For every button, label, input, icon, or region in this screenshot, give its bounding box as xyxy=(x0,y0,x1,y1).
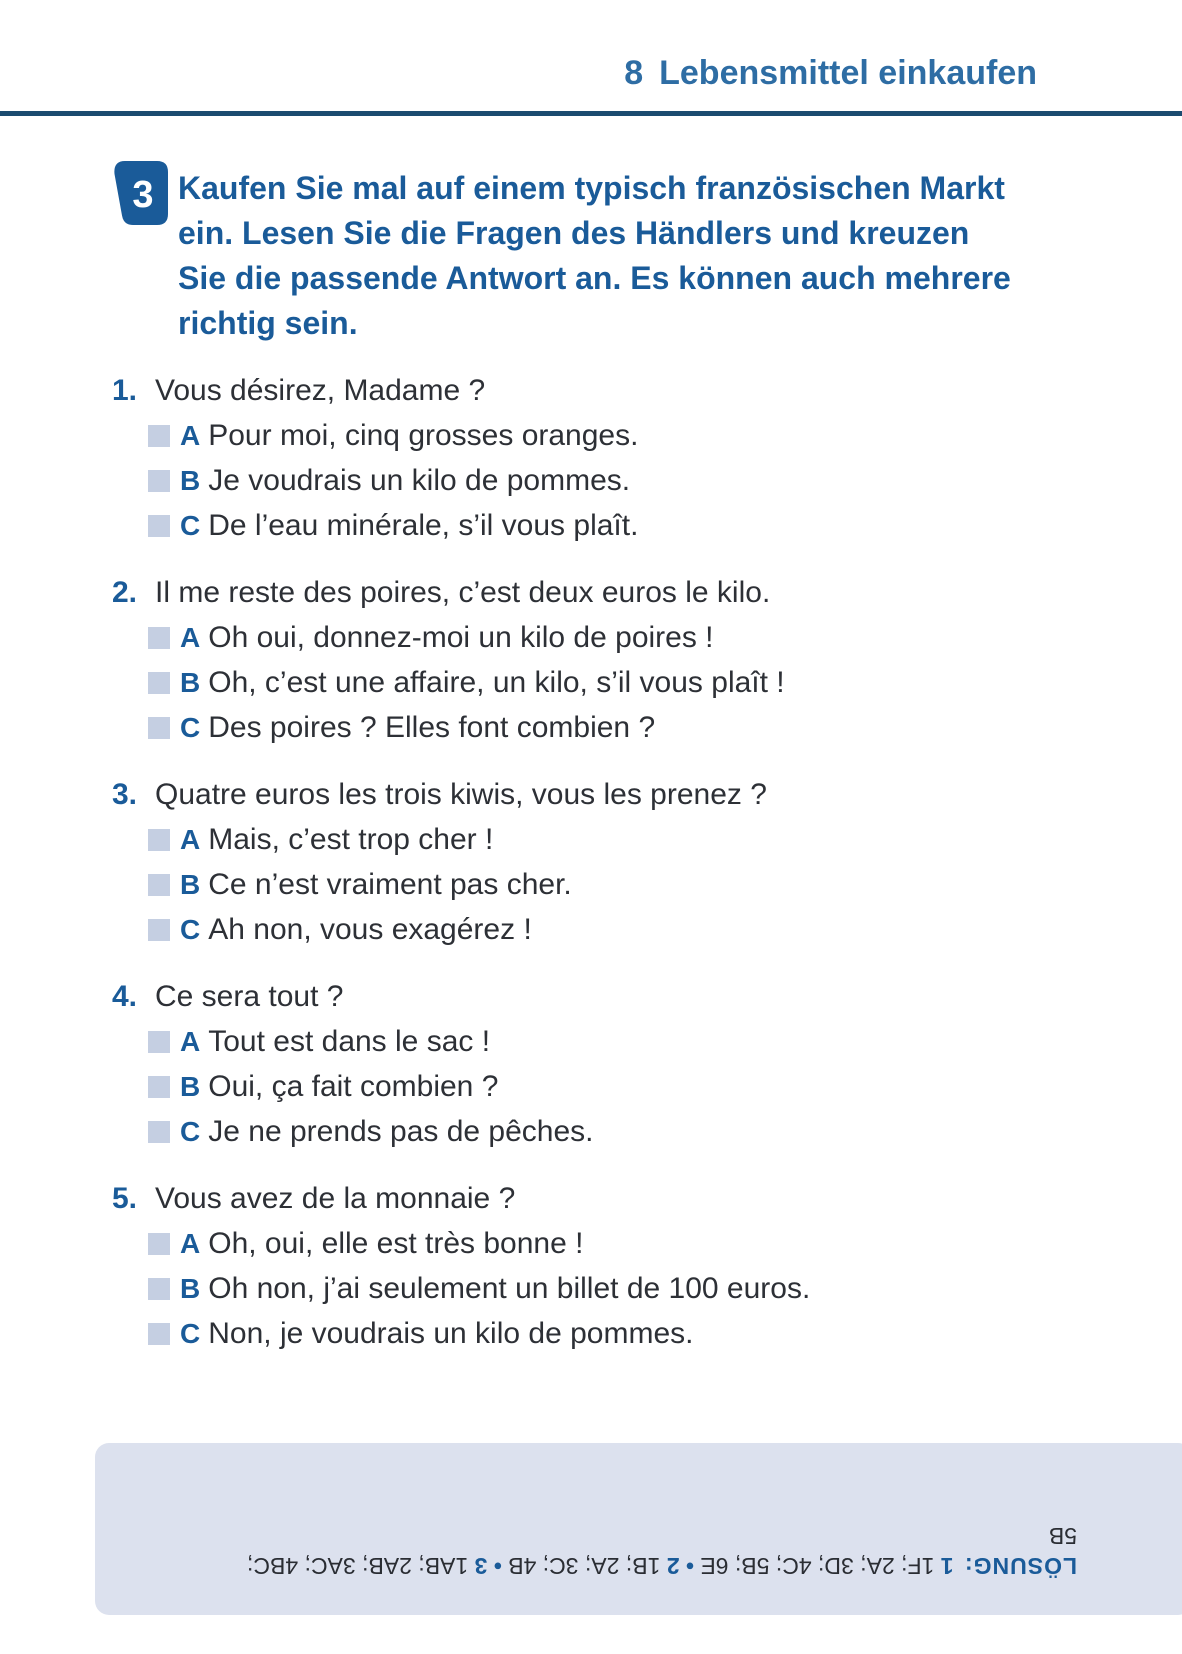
option-letter: B xyxy=(180,667,201,698)
checkbox[interactable] xyxy=(148,672,170,694)
checkbox[interactable] xyxy=(148,425,170,447)
solution-exercise-number: 3 xyxy=(474,1553,488,1579)
option-letter: C xyxy=(180,510,201,541)
solution-answers: 1B; 2A; 3C; 4B xyxy=(508,1553,661,1579)
question xyxy=(112,974,1092,1154)
option-text: Je voudrais un kilo de pommes. xyxy=(208,464,631,497)
solution-exercise-number: 1 xyxy=(940,1553,954,1579)
checkbox[interactable] xyxy=(148,1323,170,1345)
answer-option xyxy=(148,1064,1092,1109)
question-line xyxy=(112,974,1092,1019)
option-text: Oh, oui, elle est très bonne ! xyxy=(208,1227,584,1260)
solution-answers: 1F; 2A; 3D; 4C; 5B; 6E xyxy=(700,1553,935,1579)
question-line xyxy=(112,368,1092,413)
solution-answers: 1AB; 2AB; 3AC; 4BC; xyxy=(247,1553,469,1579)
option-text: Oui, ça fait combien ? xyxy=(208,1070,499,1103)
answer-option xyxy=(148,413,1092,458)
question-number: 2. xyxy=(112,576,138,609)
option-text: Tout est dans le sac ! xyxy=(208,1025,491,1058)
checkbox[interactable] xyxy=(148,1031,170,1053)
solution-label: LÖSUNG: xyxy=(963,1553,1077,1579)
chapter-heading xyxy=(624,54,1037,93)
checkbox[interactable] xyxy=(148,515,170,537)
solution-bullet: • xyxy=(685,1553,695,1579)
answer-option xyxy=(148,1019,1092,1064)
option-letter: C xyxy=(180,712,201,743)
instruction-line: Sie die passende Antwort an. Es können auch mehrere xyxy=(178,260,1011,296)
exercise-badge xyxy=(111,160,169,231)
option-text: De l’eau minérale, s’il vous plaît. xyxy=(208,509,639,542)
answer-option xyxy=(148,503,1092,548)
answer-option xyxy=(148,1109,1092,1154)
question-text: Vous désirez, Madame ? xyxy=(155,374,486,407)
question xyxy=(112,570,1092,750)
answer-option xyxy=(148,705,1092,750)
option-text: Ah non, vous exagérez ! xyxy=(208,913,532,946)
solution-line-overflow: 5B xyxy=(1048,1523,1077,1549)
option-letter: C xyxy=(180,1116,201,1147)
answer-option xyxy=(148,458,1092,503)
question xyxy=(112,1176,1092,1356)
option-text: Oh oui, donnez-moi un kilo de poires ! xyxy=(208,621,714,654)
solution-line xyxy=(115,1551,1077,1581)
question-number: 1. xyxy=(112,374,138,407)
option-letter: C xyxy=(180,1318,201,1349)
checkbox[interactable] xyxy=(148,1076,170,1098)
solution-box xyxy=(95,1443,1182,1615)
question xyxy=(112,772,1092,952)
answer-option xyxy=(148,817,1092,862)
option-letter: A xyxy=(180,824,201,855)
option-letter: B xyxy=(180,869,201,900)
option-letter: A xyxy=(180,1026,201,1057)
solution-text-rotated xyxy=(95,1443,1182,1615)
question-text: Quatre euros les trois kiwis, vous les prenez ? xyxy=(155,778,767,811)
chapter-title: Lebensmittel einkaufen xyxy=(659,54,1037,92)
answer-option xyxy=(148,1221,1092,1266)
checkbox[interactable] xyxy=(148,1278,170,1300)
checkbox[interactable] xyxy=(148,470,170,492)
answer-option xyxy=(148,1311,1092,1356)
instruction-line: ein. Lesen Sie die Fragen des Händlers und kreuzen xyxy=(178,215,970,251)
option-text: Des poires ? Elles font combien ? xyxy=(208,711,656,744)
solution-bullet: • xyxy=(493,1553,502,1579)
instruction-line: Kaufen Sie mal auf einem typisch französischen Markt xyxy=(178,170,1005,206)
exercise-badge-shape xyxy=(111,160,169,226)
option-letter: B xyxy=(180,465,201,496)
instruction-line: richtig sein. xyxy=(178,305,358,341)
chapter-number: 8 xyxy=(624,54,644,92)
question-text: Il me reste des poires, c’est deux euros le kilo. xyxy=(155,576,771,609)
answer-option xyxy=(148,660,1092,705)
question-number: 4. xyxy=(112,980,138,1013)
checkbox[interactable] xyxy=(148,829,170,851)
checkbox[interactable] xyxy=(148,919,170,941)
question-text: Ce sera tout ? xyxy=(155,980,344,1013)
checkbox[interactable] xyxy=(148,1233,170,1255)
question-number: 5. xyxy=(112,1182,138,1215)
answer-option xyxy=(148,1266,1092,1311)
checkbox[interactable] xyxy=(148,717,170,739)
option-letter: C xyxy=(180,914,201,945)
exercise-instructions xyxy=(178,166,1011,346)
answer-option xyxy=(148,862,1092,907)
answer-option xyxy=(148,907,1092,952)
option-text: Je ne prends pas de pêches. xyxy=(208,1115,594,1148)
question-number: 3. xyxy=(112,778,138,811)
question-line xyxy=(112,570,1092,615)
header-rule xyxy=(0,111,1182,116)
question-list xyxy=(112,368,1092,1378)
option-text: Oh non, j’ai seulement un billet de 100 euros. xyxy=(208,1272,811,1305)
question-text: Vous avez de la monnaie ? xyxy=(155,1182,516,1215)
checkbox[interactable] xyxy=(148,874,170,896)
option-text: Non, je voudrais un kilo de pommes. xyxy=(208,1317,694,1350)
option-letter: A xyxy=(180,622,201,653)
option-letter: A xyxy=(180,1228,201,1259)
checkbox[interactable] xyxy=(148,1121,170,1143)
option-text: Pour moi, cinq grosses oranges. xyxy=(208,419,639,452)
exercise-number: 3 xyxy=(132,174,154,216)
option-text: Ce n’est vraiment pas cher. xyxy=(208,868,572,901)
option-text: Mais, c’est trop cher ! xyxy=(208,823,494,856)
checkbox[interactable] xyxy=(148,627,170,649)
option-letter: B xyxy=(180,1273,201,1304)
question-line xyxy=(112,772,1092,817)
solution-exercise-number: 2 xyxy=(666,1553,680,1579)
option-letter: A xyxy=(180,420,201,451)
option-text: Oh, c’est une affaire, un kilo, s’il vous plaît ! xyxy=(208,666,785,699)
question-line xyxy=(112,1176,1092,1221)
answer-option xyxy=(148,615,1092,660)
option-letter: B xyxy=(180,1071,201,1102)
question xyxy=(112,368,1092,548)
